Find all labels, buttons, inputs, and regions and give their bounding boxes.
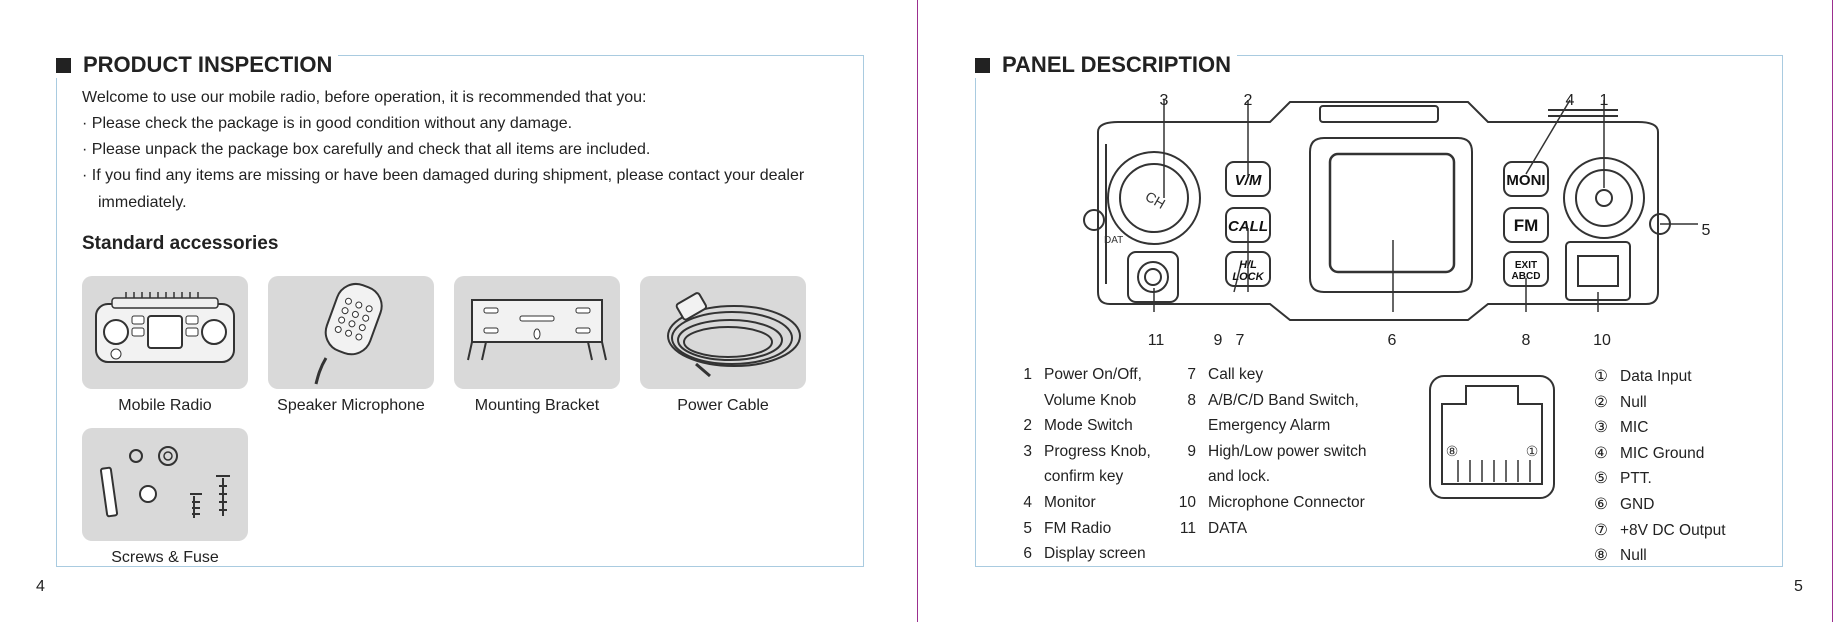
section-title-inspection: PRODUCT INSPECTION	[56, 52, 338, 78]
intro-text: Welcome to use our mobile radio, before operation, it is recommended that you:	[82, 89, 647, 106]
mounting-bracket-icon	[454, 276, 620, 389]
callout-4: 4	[1565, 92, 1575, 109]
description-list-1	[1010, 362, 1151, 567]
list-item: ⑤ PTT.	[1594, 470, 1652, 488]
exit-button-label: EXIT	[1514, 260, 1538, 271]
list-item: ⑥ GND	[1594, 495, 1655, 513]
accessory-label: Power Cable	[677, 397, 769, 414]
list-item: 5 FM Radio	[1023, 519, 1112, 537]
list-item: 1 Power On/Off,	[1023, 366, 1142, 383]
list-item: ④ MIC Ground	[1594, 444, 1705, 462]
list-item: 11 DATA	[1179, 519, 1248, 537]
page-number-left: 4	[36, 578, 45, 595]
list-item: 9 High/Low power switch	[1187, 442, 1367, 460]
callout-2: 2	[1243, 92, 1253, 109]
accessory-power-cable	[640, 276, 806, 415]
list-item: ⑧ Null	[1594, 547, 1647, 565]
right-page	[918, 0, 1836, 622]
front-panel-diagram	[1058, 92, 1718, 342]
bullet-3-cont: immediately.	[98, 194, 187, 211]
list-item: ③ MIC	[1594, 419, 1649, 437]
callout-7: 7	[1235, 332, 1245, 349]
list-item: ② Null	[1594, 393, 1647, 411]
accessory-speaker-microphone	[268, 276, 434, 415]
accessory-label: Mounting Bracket	[474, 397, 600, 414]
call-button-label: CALL	[1228, 218, 1268, 235]
callout-9: 9	[1213, 332, 1223, 349]
pin-8-label: ⑧	[1445, 443, 1459, 459]
callout-8: 8	[1521, 332, 1531, 349]
list-item: 7 Call key	[1187, 366, 1264, 383]
list-item: 3 Progress Knob,	[1023, 442, 1151, 460]
title-square-icon	[975, 58, 990, 73]
speaker-microphone-icon	[268, 276, 434, 389]
list-item: and lock.	[1208, 468, 1271, 486]
list-item: ⑦ +8V DC Output	[1594, 521, 1726, 539]
list-item: confirm key	[1044, 468, 1124, 486]
abcd-button-label: ABCD	[1511, 271, 1541, 282]
callout-5: 5	[1701, 222, 1711, 239]
pin-1-label: ①	[1525, 443, 1539, 459]
list-item: 10 Microphone Connector	[1178, 493, 1365, 511]
accessory-label: Screws & Fuse	[111, 549, 219, 566]
list-item: Emergency Alarm	[1208, 417, 1331, 435]
power-cable-icon	[640, 276, 806, 389]
screws-fuse-icon	[82, 428, 248, 541]
callout-6: 6	[1387, 332, 1397, 349]
ch-knob-label: CH	[1142, 187, 1169, 212]
callout-11: 11	[1147, 332, 1165, 349]
callout-1: 1	[1599, 92, 1609, 109]
page-divider-right	[1832, 0, 1833, 622]
callout-10: 10	[1593, 332, 1611, 349]
section-title-panel: PANEL DESCRIPTION	[975, 52, 1237, 78]
page-number-right: 5	[1794, 578, 1803, 595]
accessory-label: Speaker Microphone	[277, 397, 425, 414]
list-item: ① Data Input	[1594, 368, 1692, 385]
fm-button-label: FM	[1513, 216, 1539, 235]
accessory-mobile-radio	[82, 276, 248, 415]
list-item: 2 Mode Switch	[1023, 417, 1133, 435]
hl-button-label: H/L	[1239, 259, 1257, 271]
bullet-2: · Please unpack the package box carefully and check that all items are included.	[82, 141, 651, 158]
accessories-title: Standard accessories	[82, 233, 279, 254]
list-item: Volume Knob	[1044, 391, 1137, 409]
vm-button-label: V/M	[1234, 172, 1262, 189]
pin-list	[1594, 364, 1726, 569]
list-item: 4 Monitor	[1023, 493, 1096, 511]
accessory-screws-fuse	[82, 428, 248, 567]
moni-button-label: MONI	[1506, 172, 1546, 189]
bullet-3: · If you find any items are missing or have been damaged during shipment, please contact your dealer	[82, 167, 805, 184]
lock-button-label: LOCK	[1232, 271, 1264, 283]
list-item: 8 A/B/C/D Band Switch,	[1187, 391, 1359, 409]
accessory-mounting-bracket	[454, 276, 620, 415]
connector-pinout-diagram	[1428, 374, 1556, 500]
accessory-label: Mobile Radio	[118, 397, 212, 414]
description-list-2	[1174, 362, 1367, 541]
dat-label: DAT	[1104, 235, 1124, 246]
title-square-icon	[56, 58, 71, 73]
mobile-radio-icon	[82, 276, 248, 389]
callout-3: 3	[1159, 92, 1169, 109]
bullet-1: · Please check the package is in good condition without any damage.	[82, 115, 573, 132]
list-item: 6 Display screen	[1023, 545, 1146, 563]
